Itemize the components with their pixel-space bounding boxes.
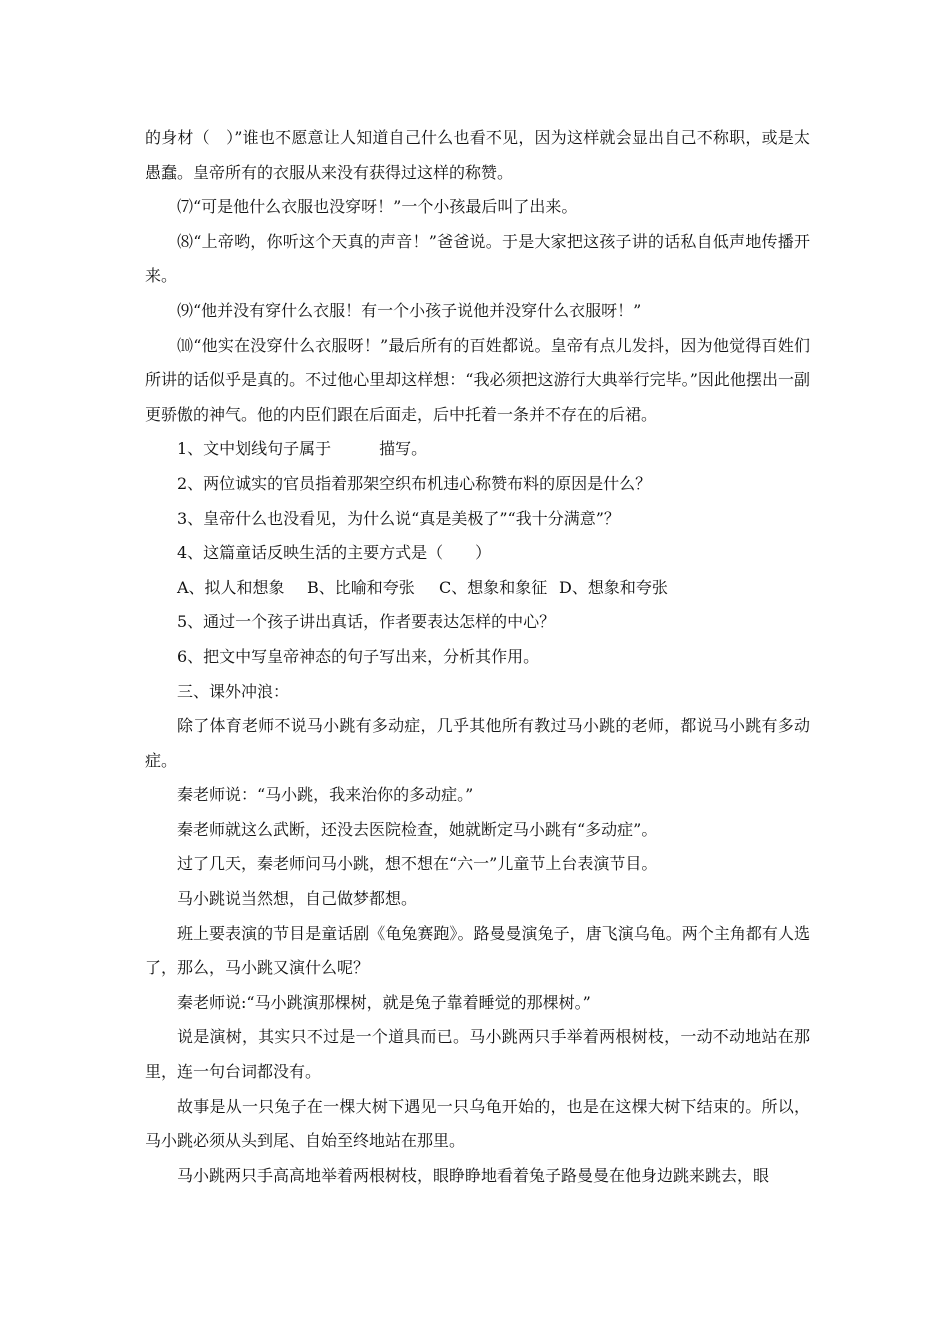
paragraph: ⑼“他并没有穿什么衣服！有一个小孩子说他并没穿什么衣服呀！” — [177, 300, 642, 320]
paragraph: 秦老师就这么武断，还没去医院检查，她就断定马小跳有“多动症”。 — [177, 819, 658, 839]
option-c: C、想象和象征 — [439, 577, 548, 597]
document-page — [145, 121, 810, 1193]
paragraph: 班上要表演的节目是童话剧《龟兔赛跑》。路曼曼演兔子，唐飞演乌龟。两个主角都有人选了，那么，马小跳又演什么呢？ — [145, 923, 810, 978]
paragraph: 2、两位诚实的官员指着那架空织布机违心称赞布料的原因是什么？ — [177, 473, 652, 493]
paragraph: 三、课外冲浪： — [177, 681, 290, 701]
text-block-extra-reading — [145, 605, 810, 1193]
paragraph: 1、文中划线句子属于 描写。 — [177, 439, 428, 459]
paragraph: 秦老师说:“马小跳演那棵树，就是兔子靠着睡觉的那棵树。” — [177, 992, 591, 1012]
paragraph: 秦老师说：“马小跳，我来治你的多动症。” — [177, 785, 474, 805]
paragraph: 的身材（ ）”谁也不愿意让人知道自己什么也看不见，因为这样就会显出自己不称职，或是太愚蠢。皇帝所有的衣服从来没有获得过这样的称赞。 — [145, 128, 810, 182]
paragraph: 5、通过一个孩子讲出真话，作者要表达怎样的中心？ — [177, 612, 556, 632]
option-a: A、拟人和想象 — [177, 577, 285, 597]
paragraph: 马小跳说当然想，自己做梦都想。 — [177, 889, 418, 909]
paragraph: ⑽“他实在没穿什么衣服呀！”最后所有的百姓都说。皇帝有点儿发抖，因为他觉得百姓们所讲的话似乎是真的。不过他心里却这样想：“我必须把这游行大典举行完毕。”因此他摆出一副更骄傲的神气。他的内臣们跟在后面走，后中托着一条并不存在的后裙。 — [145, 335, 810, 424]
paragraph: ⑻“上帝哟，你听这个天真的声音！”爸爸说。于是大家把这孩子讲的话私自低声地传播开来。 — [145, 231, 810, 286]
paragraph: 故事是从一只兔子在一棵大树下遇见一只乌龟开始的，也是在这棵大树下结束的。所以，马小跳必须从头到尾、自始至终地站在那里。 — [145, 1096, 810, 1151]
answer-options — [145, 571, 810, 606]
paragraph: 过了几天，秦老师问马小跳，想不想在“六一”儿童节上台表演节目。 — [177, 854, 658, 874]
paragraph: ⑺“可是他什么衣服也没穿呀！”一个小孩最后叫了出来。 — [177, 197, 578, 217]
paragraph: 说是演树，其实只不过是一个道具而已。马小跳两只手举着两根树枝，一动不动地站在那里，连一句台词都没有。 — [145, 1027, 810, 1082]
paragraph: 3、皇帝什么也没看见，为什么说“真是美极了”“我十分满意”？ — [177, 508, 620, 528]
paragraph: 4、这篇童话反映生活的主要方式是（ ） — [177, 543, 492, 563]
paragraph: 除了体育老师不说马小跳有多动症，几乎其他所有教过马小跳的老师，都说马小跳有多动症。 — [145, 716, 810, 770]
paragraph: 马小跳两只手高高地举着两根树枝，眼睁睁地看着兔子路曼曼在他身边跳来跳去，眼 — [177, 1165, 770, 1185]
option-b: B、比喻和夸张 — [307, 577, 415, 597]
option-d: D、想象和夸张 — [559, 577, 668, 597]
paragraph: 6、把文中写皇帝神态的句子写出来，分析其作用。 — [177, 646, 540, 666]
text-block-story — [145, 121, 810, 571]
